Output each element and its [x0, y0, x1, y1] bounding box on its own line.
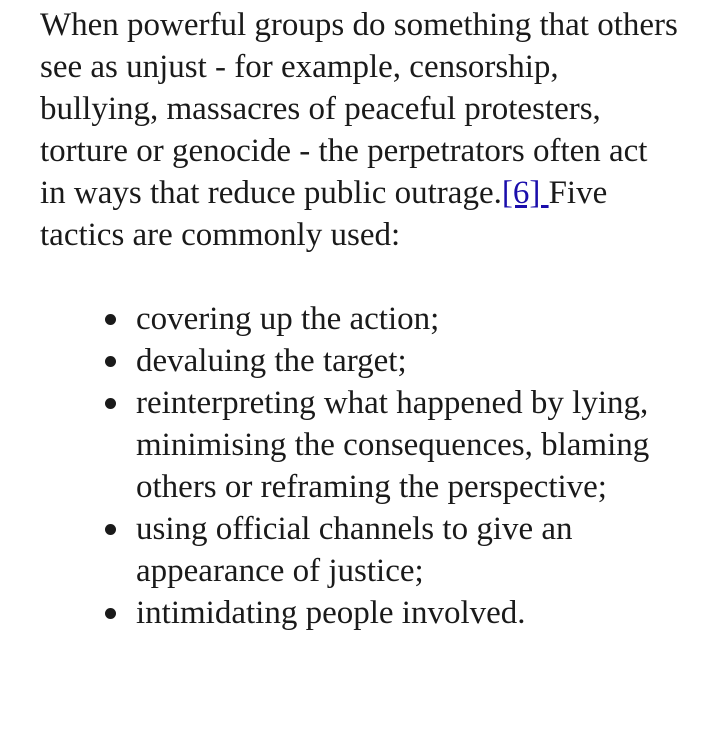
list-item-text: covering up the action; — [136, 301, 440, 337]
list-item-text: intimidating people involved. — [136, 595, 526, 631]
bullet-icon — [105, 356, 116, 367]
intro-text: When powerful groups do something that others see as unjust - for example, censorship, bullying, massacres of peaceful protesters, torture or genocide - the perpetrators often act in ways that reduce public outrage. — [40, 7, 678, 211]
list-item — [136, 340, 680, 382]
citation-link[interactable]: [6] — [501, 175, 549, 211]
bullet-icon — [105, 608, 116, 619]
bullet-icon — [105, 524, 116, 535]
list-item-text: devaluing the target; — [136, 343, 407, 379]
bullet-icon — [105, 398, 116, 409]
list-item — [136, 592, 680, 634]
list-item-text: reinterpreting what happened by lying, minimising the consequences, blaming others or reframing the perspective; — [136, 385, 650, 505]
tactics-list — [40, 298, 680, 634]
list-item — [136, 298, 680, 340]
list-item — [136, 508, 680, 592]
outro-text: Five tactics are commonly used: — [40, 175, 608, 253]
intro-paragraph — [40, 4, 680, 256]
article-body — [40, 4, 680, 634]
bullet-icon — [105, 314, 116, 325]
list-item — [136, 382, 680, 508]
list-item-text: using official channels to give an appearance of justice; — [136, 511, 573, 589]
